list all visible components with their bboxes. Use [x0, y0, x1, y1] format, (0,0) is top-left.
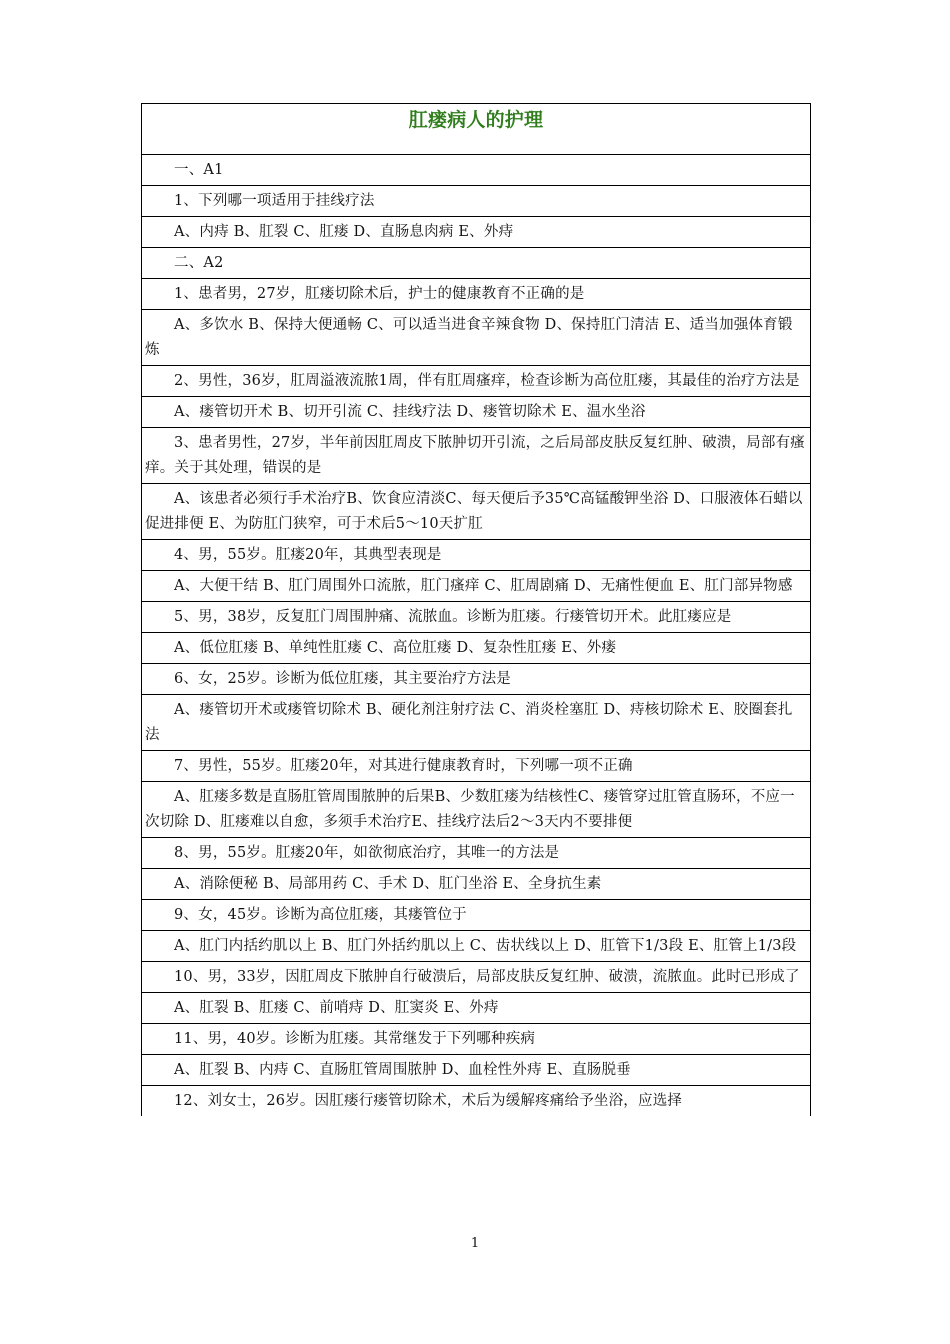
question-row: 12、刘女士，26岁。因肛瘘行瘘管切除术，术后为缓解疼痛给予坐浴，应选择: [142, 1086, 811, 1117]
question-row: 6、女，25岁。诊断为低位肛瘘，其主要治疗方法是: [142, 664, 811, 695]
options-row: A、大便干结 B、肛门周围外口流脓，肛门瘙痒 C、肛周剧痛 D、无痛性便血 E、肛门部异物感: [142, 571, 811, 602]
options-row: A、多饮水 B、保持大便通畅 C、可以适当进食辛辣食物 D、保持肛门清洁 E、适当加强体育锻炼: [142, 310, 811, 366]
question-row: 7、男性，55岁。肛瘘20年，对其进行健康教育时，下列哪一项不正确: [142, 751, 811, 782]
question-row: 11、男，40岁。诊断为肛瘘。其常继发于下列哪种疾病: [142, 1024, 811, 1055]
options-row: A、瘘管切开术 B、切开引流 C、挂线疗法 D、瘘管切除术 E、温水坐浴: [142, 397, 811, 428]
question-row: 8、男，55岁。肛瘘20年，如欲彻底治疗，其唯一的方法是: [142, 838, 811, 869]
question-table: [141, 103, 811, 1116]
options-row: A、内痔 B、肛裂 C、肛瘘 D、直肠息肉病 E、外痔: [142, 217, 811, 248]
options-row: A、低位肛瘘 B、单纯性肛瘘 C、高位肛瘘 D、复杂性肛瘘 E、外瘘: [142, 633, 811, 664]
page-title: 肛瘘病人的护理: [142, 104, 811, 155]
question-row: 4、男，55岁。肛瘘20年，其典型表现是: [142, 540, 811, 571]
section-heading-a1: 一、A1: [142, 155, 811, 186]
page-number: 1: [470, 1236, 480, 1251]
question-row: 5、男，38岁，反复肛门周围肿痛、流脓血。诊断为肛瘘。行瘘管切开术。此肛瘘应是: [142, 602, 811, 633]
options-row: A、该患者必须行手术治疗B、饮食应清淡C、每天便后予35℃高锰酸钾坐浴 D、口服液体石蜡以促进排便 E、为防肛门狭窄，可于术后5～10天扩肛: [142, 484, 811, 540]
options-row: A、肛裂 B、肛瘘 C、前哨痔 D、肛窦炎 E、外痔: [142, 993, 811, 1024]
question-row: 1、下列哪一项适用于挂线疗法: [142, 186, 811, 217]
section-heading-a2: 二、A2: [142, 248, 811, 279]
options-row: A、肛门内括约肌以上 B、肛门外括约肌以上 C、齿状线以上 D、肛管下1/3段 E、肛管上1/3段: [142, 931, 811, 962]
options-row: A、消除便秘 B、局部用药 C、手术 D、肛门坐浴 E、全身抗生素: [142, 869, 811, 900]
question-row: 3、患者男性，27岁，半年前因肛周皮下脓肿切开引流，之后局部皮肤反复红肿、破溃，局部有瘙痒。关于其处理，错误的是: [142, 428, 811, 484]
options-row: A、肛裂 B、内痔 C、直肠肛管周围脓肿 D、血栓性外痔 E、直肠脱垂: [142, 1055, 811, 1086]
question-row: 9、女，45岁。诊断为高位肛瘘，其瘘管位于: [142, 900, 811, 931]
options-row: A、瘘管切开术或瘘管切除术 B、硬化剂注射疗法 C、消炎栓塞肛 D、痔核切除术 E、胶圈套扎法: [142, 695, 811, 751]
question-row: 2、男性，36岁，肛周溢液流脓1周，伴有肛周瘙痒，检查诊断为高位肛瘘，其最佳的治疗方法是: [142, 366, 811, 397]
options-row: A、肛瘘多数是直肠肛管周围脓肿的后果B、少数肛瘘为结核性C、瘘管穿过肛管直肠环，不应一次切除 D、肛瘘难以自愈，多须手术治疗E、挂线疗法后2～3天内不要排便: [142, 782, 811, 838]
question-row: 10、男，33岁，因肛周皮下脓肿自行破溃后，局部皮肤反复红肿、破溃，流脓血。此时已形成了: [142, 962, 811, 993]
question-row: 1、患者男，27岁，肛瘘切除术后，护士的健康教育不正确的是: [142, 279, 811, 310]
